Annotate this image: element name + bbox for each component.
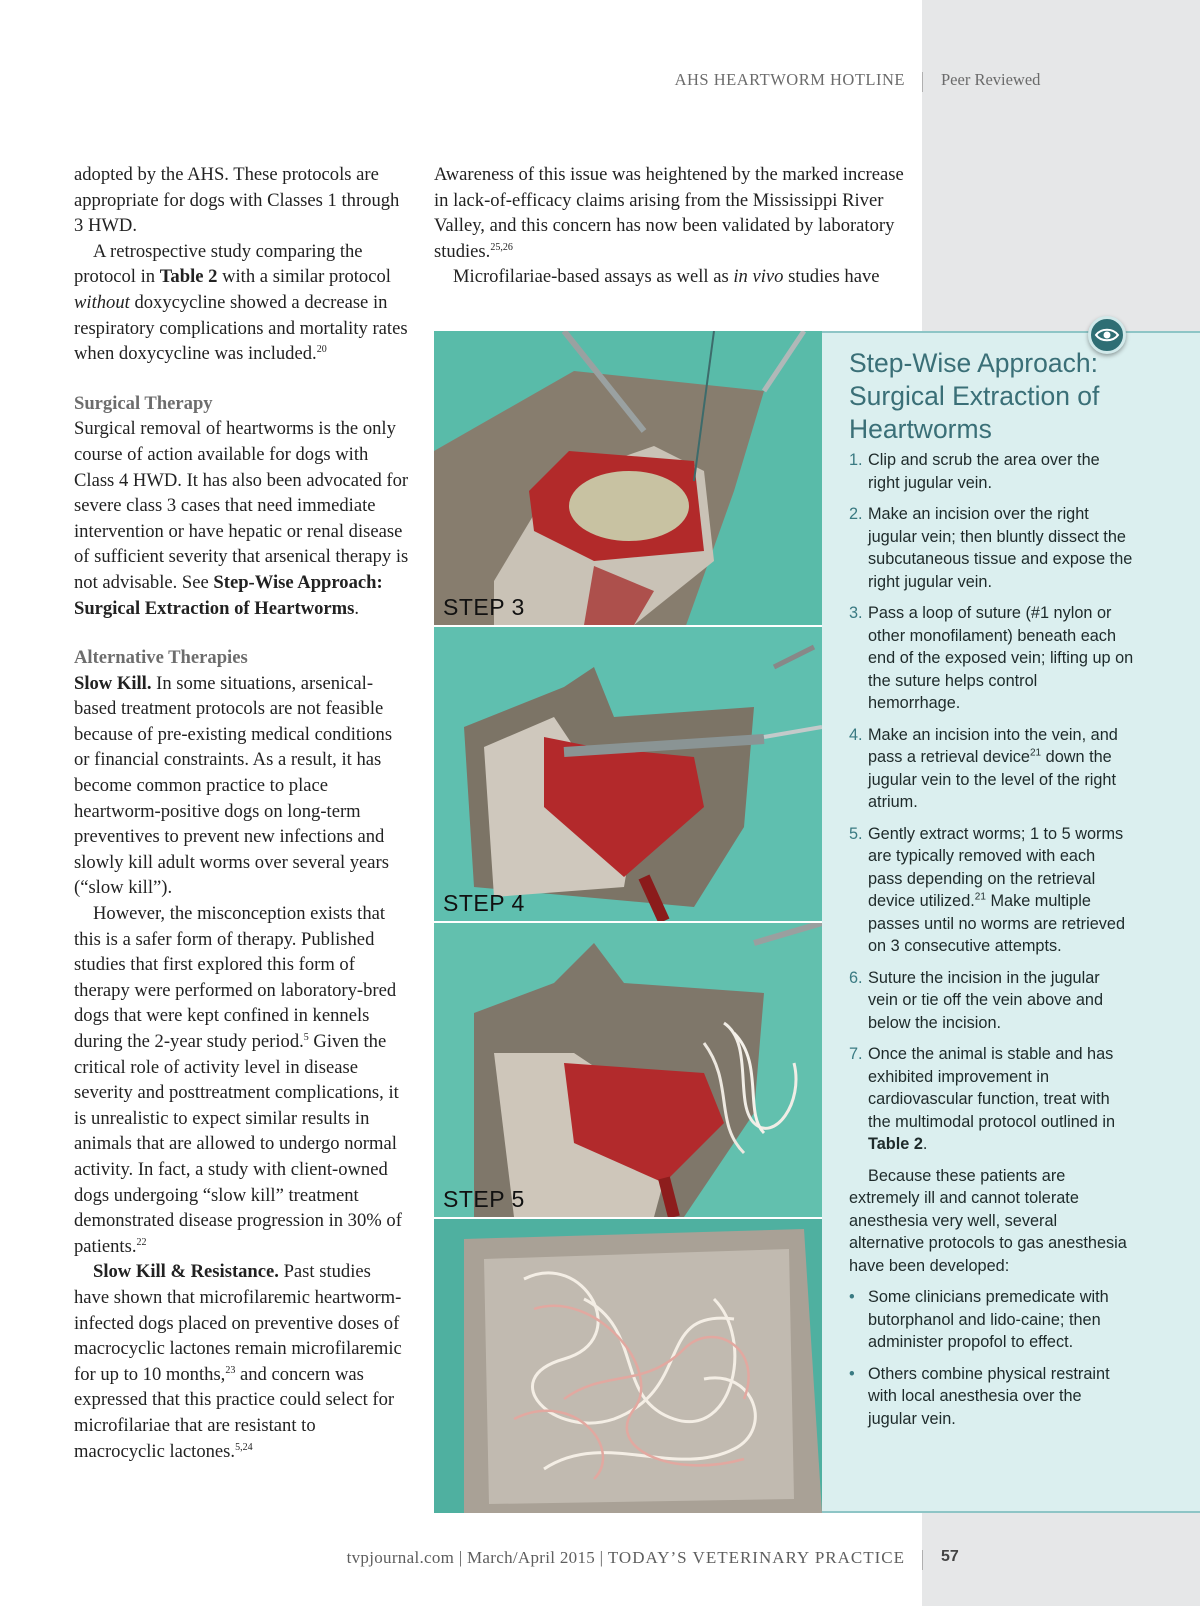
sidebar-title: Step-Wise Approach: Surgical Extraction of Heartworms bbox=[849, 348, 1100, 444]
footer-site: tvpjournal.com bbox=[346, 1548, 455, 1567]
list-item: 6. Suture the incision in the jugular vein or tie off the vein above and below the incision. bbox=[849, 968, 1104, 1032]
citation: 21 bbox=[1030, 747, 1042, 759]
footer-divider bbox=[922, 1550, 923, 1570]
citation: 5 bbox=[303, 1031, 309, 1043]
run-in-heading: Slow Kill. bbox=[74, 672, 152, 694]
article-column-right bbox=[434, 162, 904, 290]
stepwise-sidebar bbox=[822, 331, 1200, 1513]
surgery-photo-strip bbox=[434, 331, 822, 1513]
list-item: 3. Pass a loop of suture (#1 nylon or other monofilament) beneath each end of the exposed vein; lifting up on the suture helps control hemorrhage. bbox=[849, 604, 1134, 712]
sidebar-reference: Step-Wise Approach: Surgical Extraction of Heartworms bbox=[74, 571, 383, 619]
list-item: 5. Gently extract worms; 1 to 5 worms are typically removed with each pass depending on the retrieval device utilized.$^{21}$ Make multiple passes until no worms are retrieved on 3 consecutive attempts. bbox=[849, 824, 1125, 955]
list-item: • Others combine physical restraint with local anesthesia over the jugular vein. bbox=[849, 1364, 1110, 1428]
sidebar-body bbox=[849, 449, 1134, 1439]
step4-photo bbox=[434, 627, 822, 921]
step5-photo bbox=[434, 923, 822, 1217]
citation: 23 bbox=[225, 1364, 236, 1376]
citation: 5,24 bbox=[235, 1441, 253, 1453]
page-footer: tvpjournal.com | March/April 2015 | TODAY’S VETERINARY PRACTICE bbox=[346, 1548, 905, 1567]
bullet-icon: • bbox=[849, 1288, 855, 1306]
bullet-list bbox=[849, 1286, 1134, 1430]
table-reference: Table 2 bbox=[159, 266, 218, 288]
paragraph: A retrospective study comparing the protocol in Table 2 with a similar protocol without doxycycline showed a decrease in respiratory complications and mortality rates when doxycycline was included.$^{20}$ bbox=[74, 240, 408, 365]
eye-icon bbox=[1088, 316, 1126, 354]
running-header-section: AHS HEARTWORM HOTLINE bbox=[674, 70, 905, 89]
list-item: 2. Make an incision over the right jugular vein; then bluntly dissect the subcutaneous tissue and expose the right jugular vein. bbox=[849, 505, 1133, 591]
step-3-label: STEP 3 bbox=[443, 594, 525, 620]
citation: 20 bbox=[316, 343, 327, 355]
paragraph: adopted by the AHS. These protocols are appropriate for dogs with Classes 1 through 3 HWD. bbox=[74, 164, 400, 237]
list-item: 7. Once the animal is stable and has exhibited improvement in cardiovascular function, treat with the multimodal protocol outlined in Table 2. bbox=[849, 1045, 1116, 1153]
paragraph: Microfilariae-based assays as well as in vivo studies have bbox=[453, 266, 880, 288]
header-divider bbox=[922, 72, 923, 92]
step3-photo bbox=[434, 331, 822, 625]
paragraph: Slow Kill. In some situations, arsenical-based treatment protocols are not feasible because of pre-existing medical conditions or financial constraints. As a result, it has become common practice to place heartworm-positive dogs on long-term preventives to prevent new infections and slowly kill adult worms over several years (“slow kill”). bbox=[74, 672, 393, 899]
citation: 25,26 bbox=[490, 241, 513, 253]
page-number: 57 bbox=[941, 1548, 959, 1565]
bullet-icon: • bbox=[849, 1364, 855, 1383]
list-item: 4. Make an incision into the vein, and pass a retrieval device$^{21}$ down the jugular vein to the level of the right atrium. bbox=[849, 725, 1118, 811]
paragraph: Awareness of this issue was heightened by the marked increase in lack-of-efficacy claims arising from the Mississippi River Valley, and this concern has now been validated by laboratory studies.$^{25,26}$ bbox=[434, 164, 904, 262]
list-item: • Some clinicians premedicate with butorphanol and lido-caine; then administer propofol to effect. bbox=[849, 1288, 1109, 1351]
run-in-heading: Slow Kill & Resistance. bbox=[93, 1261, 279, 1283]
sidebar-paragraph: Because these patients are extremely ill and cannot tolerate anesthesia very well, several alternative protocols to gas anesthesia have been developed: bbox=[849, 1166, 1127, 1275]
section-heading: Alternative Therapies bbox=[74, 647, 248, 669]
paragraph: Slow Kill & Resistance. Past studies have shown that microfilaremic heartworm-infected dogs placed on preventive doses of macrocyclic lactones remain microfilaremic for up to 10 months,$^{23}$ and concern was expressed that this practice could select for microfilariae that are resistant to macrocyclic lactones.$^{5,24}$ bbox=[74, 1261, 402, 1462]
step-5-label: STEP 5 bbox=[443, 1186, 525, 1212]
paragraph: However, the misconception exists that this is a safer form of therapy. Published studies that first explored this form of therapy were performed on laboratory-bred dogs that were kept confined in kennels during the 2-year study period.$^5$ Given the critical role of activity level in disease severity and posttreatment complications, it is unrealistic to expect similar results in animals that are allowed to undergo normal activity. In fact, a study with client-owned dogs undergoing “slow kill” treatment demonstrated disease progression in 30% of patients.$^{22}$ bbox=[74, 903, 402, 1257]
footer-journal: TODAY’S VETERINARY PRACTICE bbox=[607, 1548, 905, 1567]
citation: 21 bbox=[974, 891, 986, 903]
step-4-label: STEP 4 bbox=[443, 890, 525, 916]
extracted-worms-photo bbox=[434, 1219, 822, 1513]
peer-reviewed-label: Peer Reviewed bbox=[941, 70, 1041, 89]
list-item: 1. Clip and scrub the area over the right jugular vein. bbox=[849, 451, 1100, 492]
section-heading: Surgical Therapy bbox=[74, 392, 213, 414]
citation: 22 bbox=[136, 1236, 147, 1248]
paragraph: Surgical removal of heartworms is the only course of action available for dogs with Class 4 HWD. It has also been advocated for severe class 3 cases that need immediate intervention or have hepatic or renal disease of sufficient severity that arsenical therapy is not advisable. See Step-Wise Approach: Surgical Extraction of Heartworms. bbox=[74, 418, 409, 619]
steps-list bbox=[849, 449, 1134, 1156]
footer-issue: March/April 2015 bbox=[467, 1548, 596, 1567]
article-column-left bbox=[74, 162, 410, 1464]
table-reference: Table 2 bbox=[868, 1135, 923, 1153]
